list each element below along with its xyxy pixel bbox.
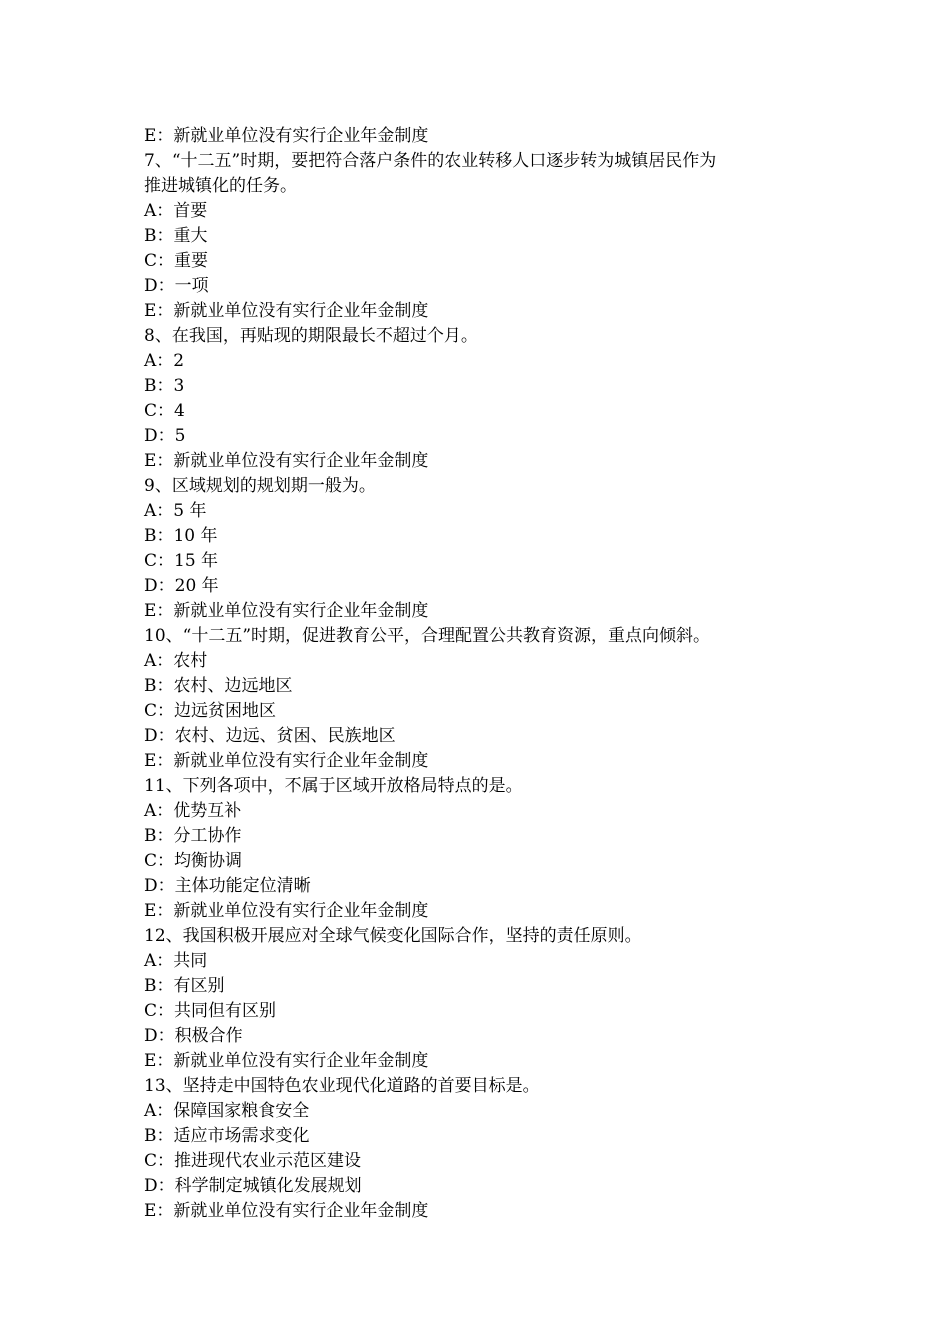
option-line: B：适应市场需求变化: [144, 1126, 310, 1146]
option-line: C：均衡协调: [144, 851, 243, 871]
option-line: C：推进现代农业示范区建设: [144, 1151, 362, 1171]
option-line: E：新就业单位没有实行企业年金制度: [144, 451, 429, 471]
option-line: D：20 年: [144, 576, 219, 596]
option-line: E：新就业单位没有实行企业年金制度: [144, 1201, 429, 1221]
question-7-line-1: 7、“十二五”时期，要把符合落户条件的农业转移人口逐步转为城镇居民作为: [144, 151, 717, 171]
option-line: B：3: [144, 376, 185, 396]
option-line: E：新就业单位没有实行企业年金制度: [144, 301, 429, 321]
option-line: A：保障国家粮食安全: [144, 1101, 310, 1121]
document-text: [144, 124, 814, 1224]
question-7-line-2: 推进城镇化的任务。: [144, 176, 297, 196]
option-line: E：新就业单位没有实行企业年金制度: [144, 751, 429, 771]
option-line: D：主体功能定位清晰: [144, 876, 311, 896]
option-line: A：5 年: [144, 501, 207, 521]
option-line: D：科学制定城镇化发展规划: [144, 1176, 362, 1196]
option-line: C：边远贫困地区: [144, 701, 277, 721]
option-line: B：有区别: [144, 976, 225, 996]
option-line: C：重要: [144, 251, 209, 271]
option-line: B：分工协作: [144, 826, 242, 846]
option-line: C：4: [144, 401, 185, 421]
option-line: A：首要: [144, 201, 208, 221]
text-line: E：新就业单位没有实行企业年金制度: [144, 126, 429, 146]
option-line: D：一项: [144, 276, 209, 296]
question-13: 13、坚持走中国特色农业现代化道路的首要目标是。: [144, 1076, 540, 1096]
question-9: 9、区域规划的规划期一般为。: [144, 476, 376, 496]
option-line: E：新就业单位没有实行企业年金制度: [144, 601, 429, 621]
option-line: D：积极合作: [144, 1026, 243, 1046]
option-line: A：优势互补: [144, 801, 242, 821]
option-line: B：10 年: [144, 526, 218, 546]
option-line: B：农村、边远地区: [144, 676, 293, 696]
question-12: 12、我国积极开展应对全球气候变化国际合作，坚持的责任原则。: [144, 926, 642, 946]
option-line: A：共同: [144, 951, 208, 971]
option-line: E：新就业单位没有实行企业年金制度: [144, 901, 429, 921]
option-line: D：5: [144, 426, 186, 446]
option-line: C：15 年: [144, 551, 219, 571]
option-line: A：农村: [144, 651, 208, 671]
question-11: 11、下列各项中，不属于区域开放格局特点的是。: [144, 776, 523, 796]
option-line: E：新就业单位没有实行企业年金制度: [144, 1051, 429, 1071]
option-line: D：农村、边远、贫困、民族地区: [144, 726, 396, 746]
question-8: 8、在我国，再贴现的期限最长不超过个月。: [144, 326, 478, 346]
option-line: C：共同但有区别: [144, 1001, 277, 1021]
option-line: B：重大: [144, 226, 208, 246]
question-10: 10、“十二五”时期，促进教育公平，合理配置公共教育资源，重点向倾斜。: [144, 626, 711, 646]
option-line: A：2: [144, 351, 185, 371]
